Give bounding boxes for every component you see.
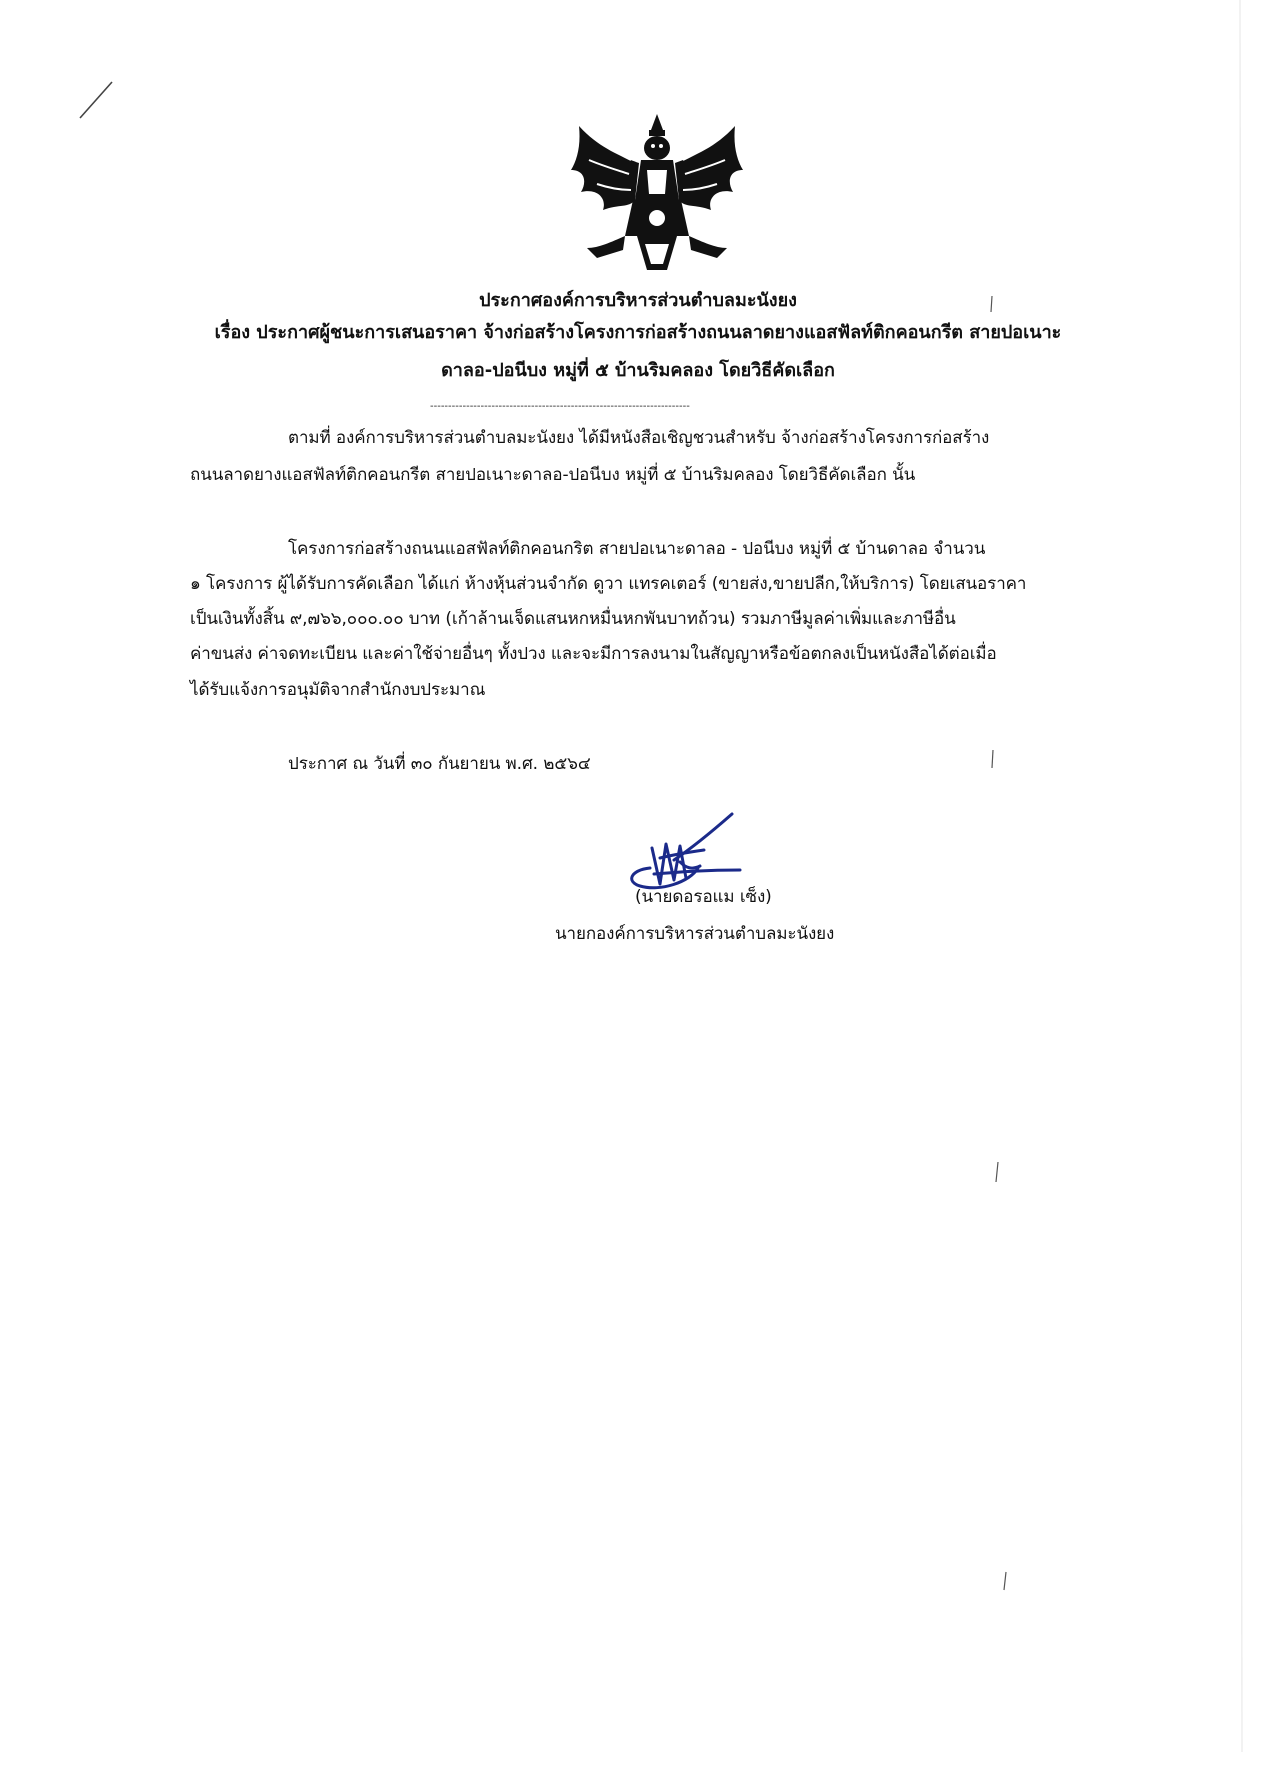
scan-mark-right-edge	[1230, 0, 1250, 1752]
announcement-date: ประกาศ ณ วันที่ ๓๐ กันยายน พ.ศ. ๒๕๖๔	[288, 754, 591, 774]
announcement-issuer: ประกาศองค์การบริหารส่วนตำบลมะนังยง	[479, 290, 797, 311]
signatory-title: นายกองค์การบริหารส่วนตำบลมะนังยง	[555, 924, 835, 944]
scan-mark-ticks	[990, 270, 1020, 1770]
paragraph2-line1: โครงการก่อสร้างถนนแอสฟัลท์ติกคอนกริต สายปอเนาะดาลอ - ปอนีบง หมู่ที่ ๕ บ้านดาลอ จำนวน	[288, 539, 986, 559]
header-divider: ------------------------------------------------------------------------	[430, 401, 690, 412]
signatory-name: (นายดอรอแม เซ็ง)	[635, 887, 772, 907]
garuda-emblem-icon	[567, 108, 747, 273]
paragraph2-line4: ค่าขนส่ง ค่าจดทะเบียน และค่าใช้จ่ายอื่นๆ ทั้งปวง และจะมีการลงนามในสัญญาหรือข้อตกลงเป็นหนังสือได้ต่อเมื่อ	[190, 644, 997, 664]
announcement-subject-line2: ดาลอ-ปอนีบง หมู่ที่ ๕ บ้านริมคลอง โดยวิธีคัดเลือก	[441, 360, 835, 381]
paragraph1-line1: ตามที่ องค์การบริหารส่วนตำบลมะนังยง ได้มีหนังสือเชิญชวนสำหรับ จ้างก่อสร้างโครงการก่อสร้าง	[288, 428, 990, 448]
announcement-subject-line1: เรื่อง ประกาศผู้ชนะการเสนอราคา จ้างก่อสร้างโครงการก่อสร้างถนนลาดยางแอสฟัลท์ติกคอนกรีต สายปอเนาะ	[214, 322, 1062, 343]
paragraph1-line2: ถนนลาดยางแอสฟัลท์ติกคอนกรีต สายปอเนาะดาลอ-ปอนีบง หมู่ที่ ๕ บ้านริมคลอง โดยวิธีคัดเลือก นั้น	[190, 465, 916, 485]
paragraph2-line3: เป็นเงินทั้งสิ้น ๙,๗๖๖,๐๐๐.๐๐ บาท (เก้าล้านเจ็ดแสนหกหมื่นหกพันบาทถ้วน) รวมภาษีมูลค่าเพิ่มและภาษีอื่น	[190, 609, 956, 629]
scan-mark-slash	[76, 80, 116, 122]
paragraph2-line5: ได้รับแจ้งการอนุมัติจากสำนักงบประมาณ	[190, 680, 486, 700]
paragraph2-line2: ๑ โครงการ ผู้ได้รับการคัดเลือก ได้แก่ ห้างหุ้นส่วนจำกัด ดูวา แทรคเตอร์ (ขายส่ง,ขายปลีก,ให้บริการ) โดยเสนอราคา	[190, 574, 1027, 594]
